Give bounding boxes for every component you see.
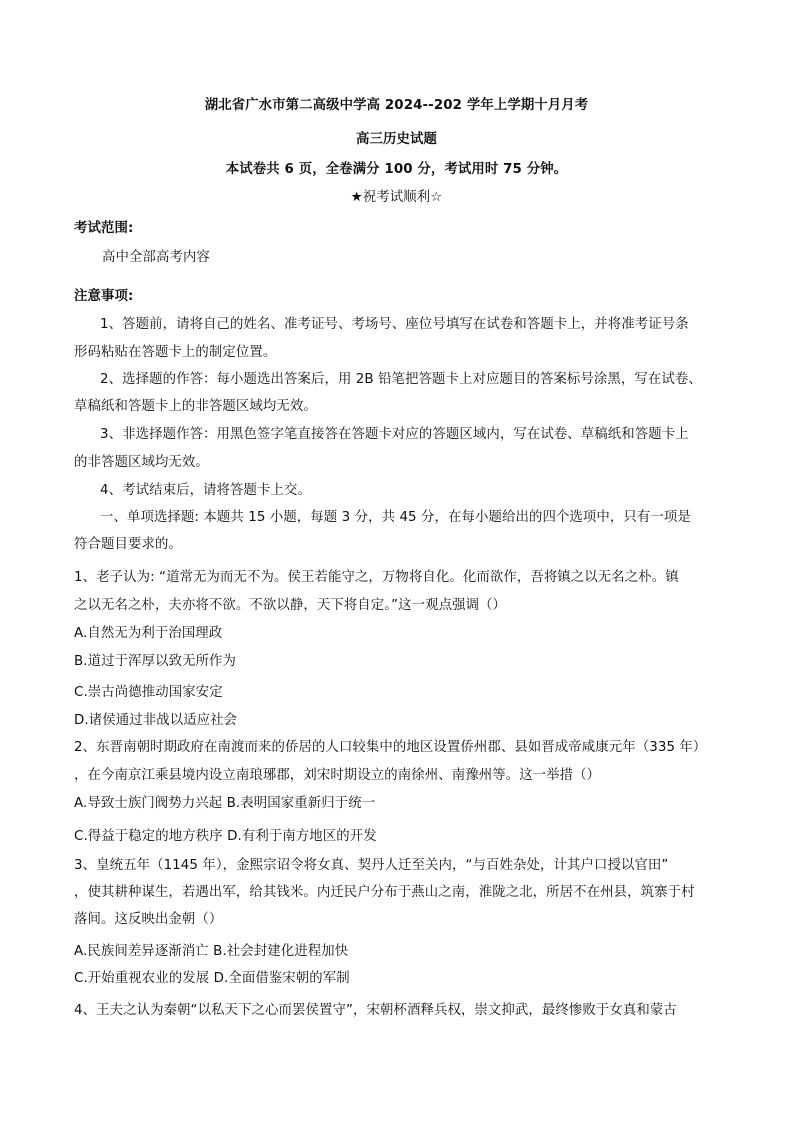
question-2-stem: ，在今南京江乘县境内设立南琅琊郡，刘宋时期设立的南徐州、南豫州等。这一举措（） — [74, 768, 601, 783]
question-3-stem: 3、皇统五年（1145 年），金熙宗诏令将女真、契丹人迁至关内，“与百姓杂处，计其户口授以官田” — [74, 858, 669, 873]
note-line: 1、答题前，请将自己的姓名、准考证号、考场号、座位号填写在试卷和答题卡上，并将准考证号条 — [100, 317, 689, 332]
question-1-option-b: B.道过于浑厚以致无所作为 — [74, 654, 237, 669]
scope-content: 高中全部高考内容 — [102, 250, 210, 265]
note-line: 2、选择题的作答：每小题选出答案后，用 2B 铅笔把答题卡上对应题目的答案标号涂黑，写在试卷、 — [100, 372, 702, 387]
exam-wish: ★祝考试顺利☆ — [350, 190, 443, 205]
scope-label: 考试范围: — [74, 221, 134, 236]
question-3-stem: ，使其耕种谋生，若遇出军，给其钱米。内迁民户分布于燕山之南，淮陇之北，所居不在州县，筑寨于村 — [74, 885, 695, 900]
question-3-options-cd: C.开始重视农业的发展 D.全面借鉴宋朝的军制 — [74, 971, 350, 986]
question-1-option-d: D.诸侯通过非战以适应社会 — [74, 713, 238, 728]
note-line: 3、非选择题作答：用黑色签字笔直接答在答题卡对应的答题区域内，写在试卷、草稿纸和答题卡上 — [100, 427, 689, 442]
question-1-stem: 之以无名之朴，夫亦将不欲。不欲以静，天下将自定。”这一观点强调（） — [74, 598, 507, 613]
question-2-options-cd: C.得益于稳定的地方秩序 D.有利于南方地区的开发 — [74, 829, 377, 844]
exam-info: 本试卷共 6 页，全卷满分 100 分，考试用时 75 分钟。 — [225, 162, 568, 177]
notes-label: 注意事项: — [74, 289, 134, 304]
question-1-option-c: C.崇古尚德推动国家安定 — [74, 685, 223, 700]
note-line: 的非答题区域均无效。 — [74, 455, 209, 470]
section-heading: 一、单项选择题: 本题共 15 小题，每题 3 分，共 45 分，在每小题给出的四个选项中，只有一项是 — [100, 510, 691, 525]
question-1-option-a: A.自然无为利于治国理政 — [74, 626, 223, 641]
question-2-options-ab: A.导致士族门阀势力兴起 B.表明国家重新归于统一 — [74, 796, 376, 811]
exam-title: 湖北省广水市第二高级中学高 2024--202 学年上学期十月月考 — [204, 98, 589, 113]
note-line: 草稿纸和答题卡上的非答题区域均无效。 — [74, 399, 317, 414]
question-2-stem: 2、东晋南朝时期政府在南渡而来的侨居的人口较集中的地区设置侨州郡、县如晋成帝咸康元年（335 年） — [74, 740, 707, 755]
question-4-stem: 4、王夫之认为秦朝“以私天下之心而罢侯置守”，宋朝杯酒释兵权，崇文抑武，最终惨败于女真和蒙古 — [74, 1003, 677, 1018]
question-1-stem: 1、老子认为: “道常无为而无不为。侯王若能守之，万物将自化。化而欲作，吾将镇之以无名之朴。镇 — [74, 570, 679, 585]
exam-subtitle: 高三历史试题 — [356, 132, 437, 147]
question-3-stem: 落间。这反映出金朝（） — [74, 912, 223, 927]
note-line: 4、考试结束后，请将答题卡上交。 — [100, 483, 311, 498]
section-heading-cont: 符合题目要求的。 — [74, 537, 182, 552]
note-line: 形码粘贴在答题卡上的制定位置。 — [74, 345, 277, 360]
question-3-options-ab: A.民族间差异逐渐消亡 B.社会封建化进程加快 — [74, 944, 349, 959]
